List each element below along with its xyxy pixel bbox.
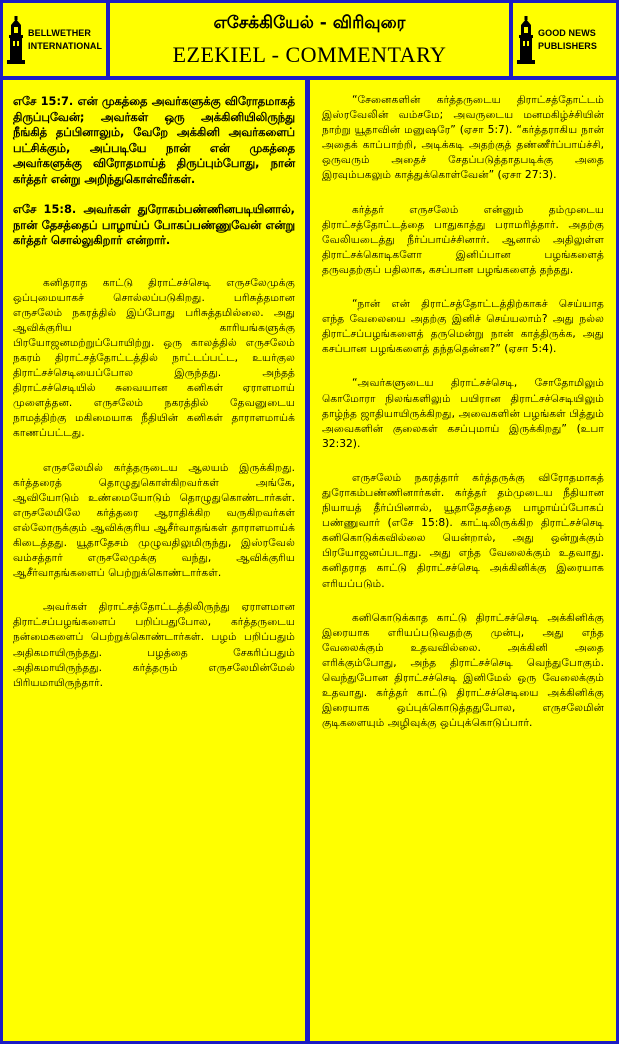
title-english: EZEKIEL - COMMENTARY xyxy=(172,42,447,67)
scripture-quote-paragraph: “சேனைகளின் கர்த்தருடைய திராட்சத்தோட்டம் இஸ்ரவேலின் வம்சமே; அவருடைய மனமகிழ்ச்சியின் நாற்று யூதாவின் மனுஷரே” (ஏசா 5:7). “கர்த்தராகிய நான் அதைக் காப்பாற்றி, அடிக்கடி அதற்குத் தண்ணீர்ப்பாய்ச்சி, ஒருவரும் அதைச் சேதப்படுத்தாதபடிக்கு அதை இரவும்பகலும் காத்துக்கொள்வேன்” (ஏசா 27:3). xyxy=(322,93,604,182)
commentary-paragraph: கனிதராத காட்டு திராட்சச்செடி எருசலேமுக்கு ஒப்புமையாகச் சொல்லப்படுகிறது. பரிசுத்தமான எருசலேம் நகரத்தில் இப்போது பரிசுத்தமில்லை. அது ஆவிக்குரிய காரியங்களுக்கு பிரயோஜனமற்றுப்போயிற்று. ஒரு காலத்தில் எருசலேம் நகரம் திராட்சத்தோட்டத்தில் நாட்டப்பட்ட, உயர்குல திராட்சச்செடியைப்போல இருந்தது. அந்தத் திராட்சச்செடியில் சுவையான கனிகள் ஏராளமாய் முளைத்தன. எருசலேம் நகரத்தில் தேவனுடைய நாமத்திற்கு மகிமையாக நீதியின் கனிகள் தாராளமாய்க் காணப்பட்டது. xyxy=(13,275,295,440)
bellwether-logo-text xyxy=(28,27,102,53)
right-column xyxy=(310,80,616,1041)
good-news-logo-panel xyxy=(513,3,616,76)
good-news-logo-text xyxy=(538,27,597,53)
bellwether-logo-panel xyxy=(3,3,106,76)
title-tamil: எசேக்கியேல் - விரிவுரை xyxy=(213,13,406,33)
commentary-paragraph: கர்த்தர் எருசலேம் என்னும் தம்முடைய திராட்சத்தோட்டத்தை பாதுகாத்து பராமரித்தார். அதற்கு வேலியடைத்து நீர்ப்பாய்ச்சினார். ஆனால் அதிலுள்ள திராட்சக்கொடிகளோ இனிப்பான பழங்களைத் தருவதற்குப் பதிலாக, கசப்பான பழங்களைத் தந்தது. xyxy=(322,202,604,276)
commentary-paragraph: கனிகொடுக்காத காட்டு திராட்சச்செடி அக்கினிக்கு இரையாக எரியப்படுவதற்கு முன்பு, அது எந்த வேலைக்கும் உதவவில்லை. அக்கினி அதை எரிக்கும்போது, அந்த திராட்சச்செடி வெந்துபோகும். வெந்துபோன திராட்சச்செடி இனிமேல் ஒரு வேலைக்கும் உதவாது. கர்த்தர் காட்டு திராட்சச்செடியை அக்கினிக்கு இரையாக ஒப்புக்கொடுத்ததுபோல, எருசலேமின் குடிகளையும் அழிவுக்கு ஒப்புக்கொடுப்பார். xyxy=(322,610,604,730)
commentary-paragraph: எருசலேமில் கர்த்தருடைய ஆலயம் இருக்கிறது. கர்த்தரைத் தொழுதுகொள்கிறவர்கள் அங்கே, ஆவியோடும் உண்மையோடும் தொழுதுகொண்டார்கள். எருசலேமிலே கர்த்தரை ஆராதிக்கிற வருகிறவர்கள் எல்லோருக்கும் ஆவிக்குரிய ஆசீர்வாதங்கள் தாராளமாய்க் கிடைத்தது. யூதாதேசம் முழுவதிலுமிருந்து, இஸ்ரவேல் வம்சத்தார் எருசலேமுக்கு வந்து, ஆவிக்குரிய ஆசீர்வாதங்களைப் பெற்றுக்கொண்டார்கள். xyxy=(13,460,295,580)
verse-15-7: எசே 15:7. என் முகத்தை அவர்களுக்கு விரோதமாகத் திருப்புவேன்; அவர்கள் ஒரு அக்கினியிலிருந்து நீங்கித் தப்பினாலும், வேறே அக்கினி அவர்களைப் பட்சிக்கும், அப்படியே நான் என் முகத்தை அவர்களுக்கு விரோதமாய்த் திருப்பும்போது, நான் கர்த்தர் என்று அறிந்துகொள்வீர்கள். xyxy=(13,94,295,186)
good-news-logo-line1: GOOD NEWS xyxy=(538,27,596,38)
good-news-logo-line2: PUBLISHERS xyxy=(538,40,598,51)
scripture-quote-paragraph: “நான் என் திராட்சத்தோட்டத்திற்காகச் செய்யாத எந்த வேலையை அதற்கு இனிச் செய்யலாம்? அது நல்ல திராட்சப்பழங்களைத் தருமென்று நான் காத்திருக்க, அது கசப்பான பழங்களைத் தந்ததென்ன?” (ஏசா 5:4). xyxy=(322,297,604,356)
commentary-paragraph: எருசலேம் நகரத்தார் கர்த்தருக்கு விரோதமாகத் துரோகம்பண்ணினார்கள். கர்த்தர் தம்முடைய நீதியான நியாயத் தீர்ப்பினால், யூதாதேசத்தை பாழாய்ப்போகப் பண்ணுவார் (எசே 15:8). காட்டிலிருக்கிற திராட்சச்செடி கனிகொடுக்கவில்லை யென்றால், அது ஒன்றுக்கும் பிரயோஜனப்படாது. அது எந்த வேலைக்கும் உதவாது. கனிதராத காட்டு திராட்சச்செடி அக்கினிக்கு இரையாக எரியப்படும். xyxy=(322,470,604,590)
bell-tower-icon xyxy=(7,16,25,64)
commentary-paragraph: அவர்கள் திராட்சத்தோட்டத்திலிருந்து ஏராளமான திராட்சப்பழங்களைப் பறிப்பதுபோல, கர்த்தருடைய நன்மைகளைப் பெற்றுக்கொண்டார்கள். பழம் பறிப்பதும் அதிகமாயிருந்தது. பழத்தை சேகரிப்பதும் அதிகமாயிருந்தது. கர்த்தரும் எருசலேமின்மேல் பிரியமாயிருந்தார். xyxy=(13,600,295,689)
title-panel xyxy=(110,3,509,76)
bell-tower-icon xyxy=(517,16,535,64)
verse-15-8: எசே 15:8. அவர்கள் துரோகம்பண்ணினபடியினால், நான் தேசத்தைப் பாழாய்ப் போகப்பண்ணுவேன் என்று கர்த்தர் சொல்லுகிறார் என்றார். xyxy=(13,202,295,247)
scripture-quote-paragraph: “அவர்களுடைய திராட்சச்செடி, சோதோமிலும் கொமோரா நிலங்களிலும் பயிரான திராட்சச்செடியிலும் தாழ்ந்த ஜாதியாயிருக்கிறது, அவைகளின் பழங்கள் பித்தும் அவைகளின் குலைகள் கசப்புமாய் இருக்கிறது” (உபா 32:32). xyxy=(322,376,604,450)
bellwether-logo-line1: BELLWETHER xyxy=(28,27,91,38)
left-column xyxy=(3,80,305,1041)
bellwether-logo-line2: INTERNATIONAL xyxy=(28,40,103,51)
